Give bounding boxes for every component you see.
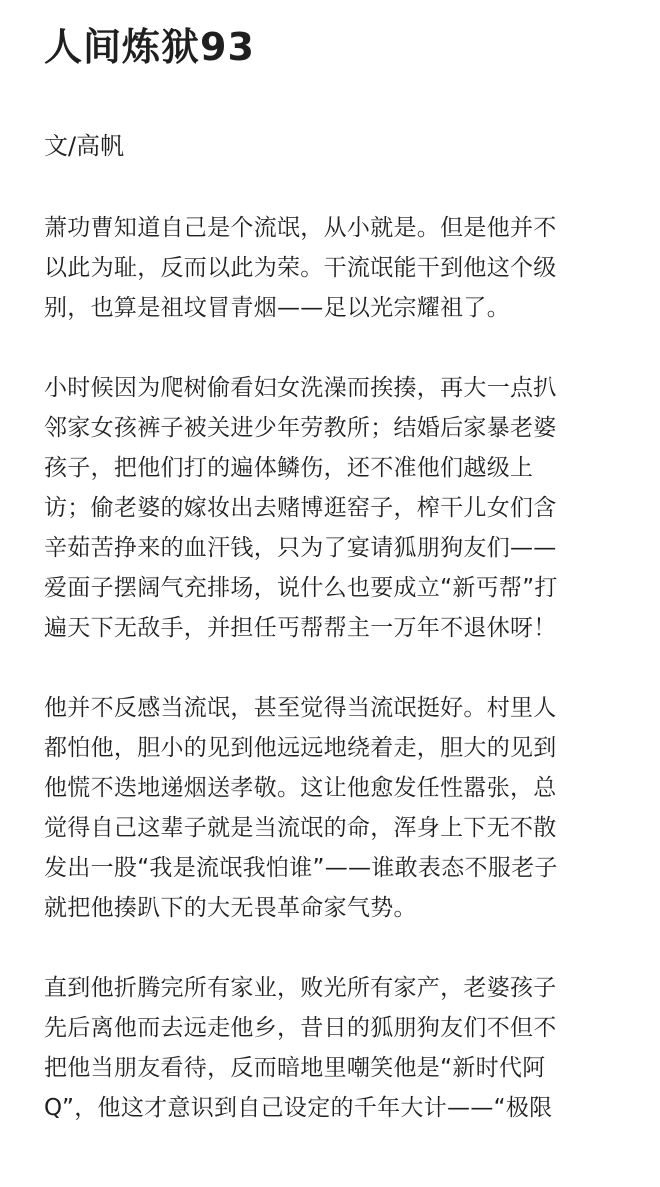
paragraph-line: 邻家女孩裤子被关进少年劳教所；结婚后家暴老婆	[44, 415, 557, 441]
paragraph-line: 别，也算是祖坟冒青烟——足以光宗耀祖了。	[44, 295, 510, 321]
article-title: 人间炼狱93	[44, 25, 255, 69]
paragraph-line: 辛茹苦挣来的血汗钱，只为了宴请狐朋狗友们——	[44, 535, 557, 561]
paragraph-line: 以此为耻，反而以此为荣。干流氓能干到他这个级	[44, 255, 557, 281]
paragraph-line: 觉得自己这辈子就是当流氓的命，浑身上下无不散	[44, 815, 557, 841]
article-author: 文/高帆	[44, 132, 125, 160]
paragraph-line: 访；偷老婆的嫁妆出去赌博逛窑子，榨干儿女们含	[44, 495, 557, 521]
paragraph-line: 他并不反感当流氓，甚至觉得当流氓挺好。村里人	[44, 695, 557, 721]
paragraph-line: 都怕他，胆小的见到他远远地绕着走，胆大的见到	[44, 735, 557, 761]
paragraph-2	[44, 368, 616, 648]
paragraph-1	[44, 208, 616, 328]
article-body	[44, 208, 616, 1168]
paragraph-line: 他慌不迭地递烟送孝敬。这让他愈发任性嚣张，总	[44, 775, 557, 801]
paragraph-line: Q”，他这才意识到自己设定的千年大计——“极限	[44, 1095, 553, 1121]
paragraph-line: 发出一股“我是流氓我怕谁”——谁敢表态不服老子	[44, 855, 558, 881]
paragraph-line: 就把他揍趴下的大无畏革命家气势。	[44, 895, 417, 921]
paragraph-3	[44, 688, 616, 928]
paragraph-line: 遍天下无敌手，并担任丐帮帮主一万年不退休呀！	[44, 615, 557, 641]
paragraph-line: 萧功曹知道自己是个流氓，从小就是。但是他并不	[44, 215, 557, 241]
paragraph-line: 爱面子摆阔气充排场，说什么也要成立“新丐帮”打	[44, 575, 558, 601]
paragraph-4	[44, 968, 616, 1128]
paragraph-line: 直到他折腾完所有家业，败光所有家产，老婆孩子	[44, 975, 557, 1001]
paragraph-line: 孩子，把他们打的遍体鳞伤，还不准他们越级上	[44, 455, 534, 481]
paragraph-line: 先后离他而去远走他乡，昔日的狐朋狗友们不但不	[44, 1015, 557, 1041]
paragraph-line: 小时候因为爬树偷看妇女洗澡而挨揍，再大一点扒	[44, 375, 557, 401]
paragraph-line: 把他当朋友看待，反而暗地里嘲笑他是“新时代阿	[44, 1055, 546, 1081]
